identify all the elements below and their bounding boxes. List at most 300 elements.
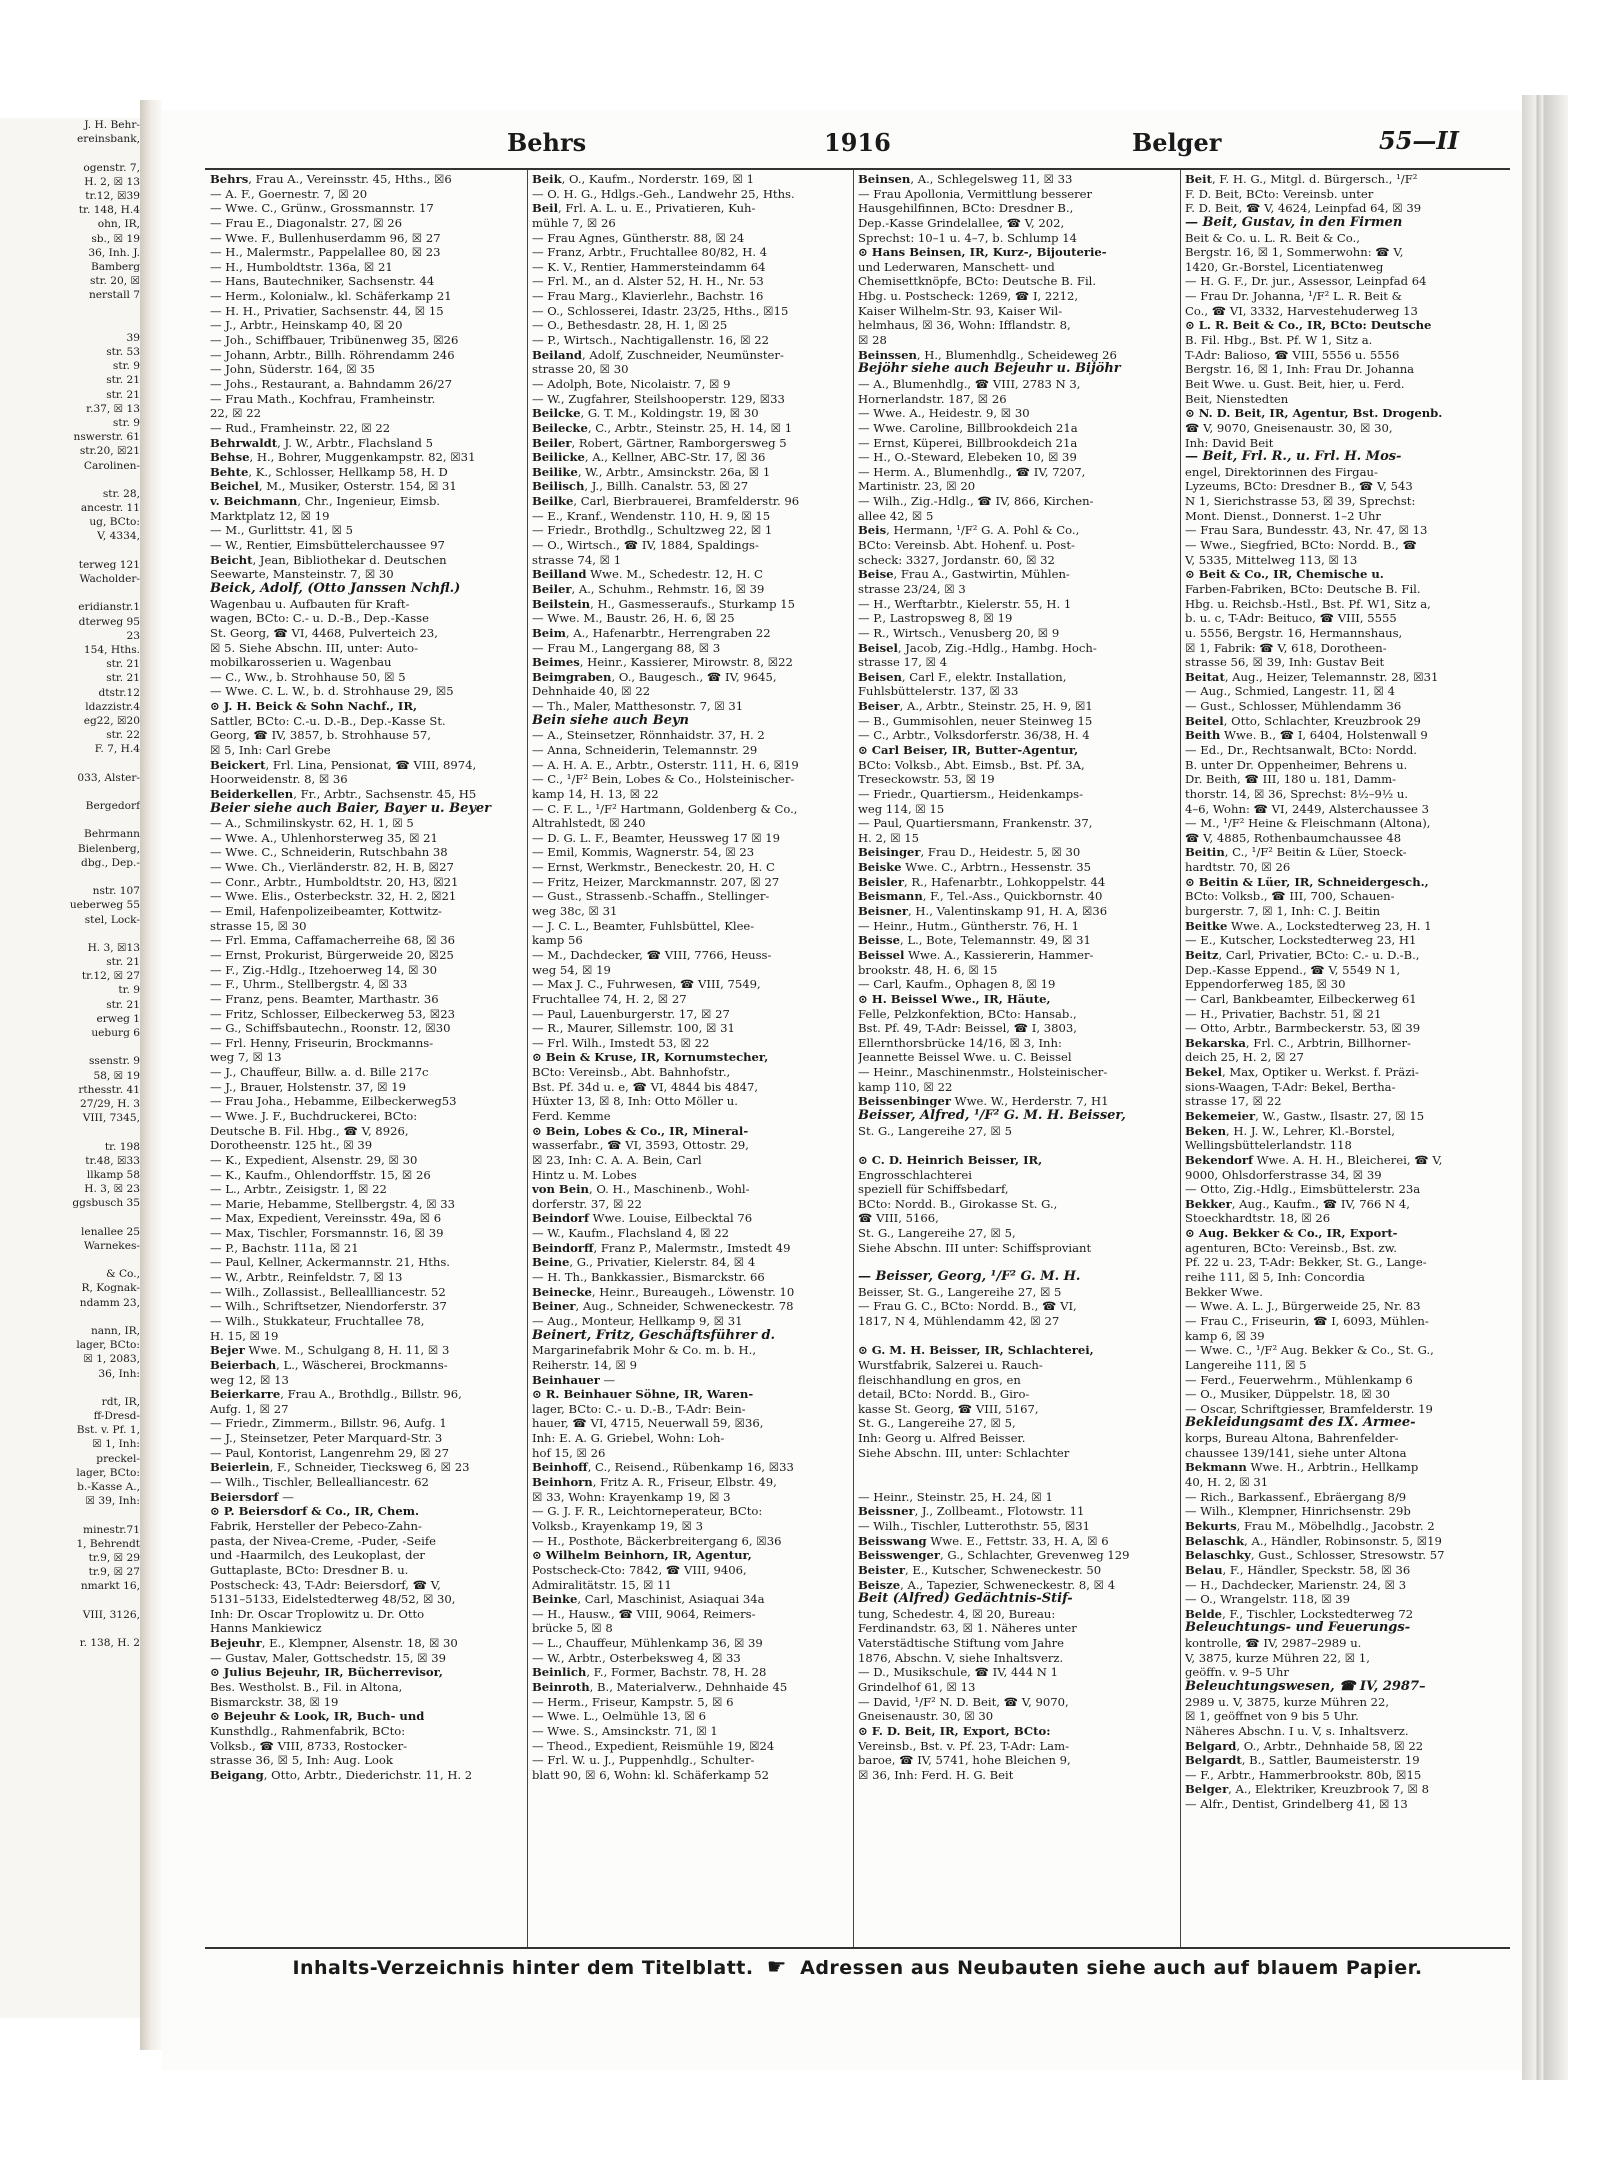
column-divider — [527, 170, 528, 1947]
directory-entry-line: burgerstr. 7, ☒ 1, Inh: C. J. Beitin — [1185, 904, 1381, 919]
facing-page-line: VIII, 3126, — [82, 1608, 140, 1621]
directory-entry-line: kasse St. Georg, ☎ VIII, 5167, — [858, 1401, 1039, 1416]
directory-entry-line: Inh: David Beit — [1185, 435, 1274, 450]
directory-entry-line: mobilkarosserien u. Wagenbau — [210, 655, 392, 670]
directory-entry-line: — F., Zig.-Hdlg., Itzehoerweg 14, ☒ 30 — [210, 962, 437, 977]
directory-entry-line: Vereinsb., Bst. v. Pf. 23, T-Adr: Lam- — [858, 1738, 1069, 1753]
directory-entry-line: F. D. Beit, BCto: Vereinsb. unter — [1185, 186, 1374, 201]
directory-entry-line: 5131–5133, Eidelstedterweg 48/52, ☒ 30, — [210, 1592, 456, 1607]
directory-entry-line: Beisinger, Frau D., Heidestr. 5, ☒ 30 — [858, 845, 1081, 860]
directory-entry-line: — Wwe. A., Uhlenhorsterweg 35, ☒ 21 — [210, 830, 438, 845]
facing-page-line — [0, 1594, 140, 1608]
facing-page-line: nstr. 107 — [92, 885, 140, 898]
directory-entry-line: — C., ¹/F² Bein, Lobes & Co., Holsteinischer- — [532, 772, 795, 787]
directory-entry-line: — Oscar, Schriftgiesser, Bramfelderstr. 19 — [1185, 1401, 1433, 1416]
directory-entry-line: — Beit, Gustav, in den Firmen — [1185, 215, 1403, 230]
directory-entry-line: — Paul, Kellner, Ackermannstr. 21, Hths. — [210, 1255, 450, 1270]
directory-entry-line: Ferd. Kemme — [532, 1109, 611, 1123]
directory-entry-line: Beinroth, B., Materialverw., Dehnhaide 45 — [532, 1679, 788, 1694]
directory-entry-line: ⊙ Aug. Bekker & Co., IR, Export- — [1185, 1226, 1398, 1241]
directory-entry-line: weg 12, ☒ 13 — [210, 1372, 289, 1387]
directory-entry-line: St. G., Langereihe 27, ☒ 5 — [858, 1123, 1012, 1138]
directory-entry-line: Guttaplaste, BCto: Dresdner B. u. — [210, 1562, 409, 1577]
facing-page-line — [0, 1210, 140, 1224]
facing-page-line: ohn, IR, — [97, 218, 140, 231]
directory-entry-line: blatt 90, ☒ 6, Wohn: kl. Schäferkamp 52 — [532, 1767, 770, 1782]
directory-entry-line: — Carl, Bankbeamter, Eilbeckerweg 61 — [1185, 991, 1417, 1006]
directory-entry-line: H. 2, ☒ 15 — [858, 830, 920, 845]
directory-entry-line: ☒ 36, Inh: Ferd. H. G. Beit — [858, 1767, 1014, 1782]
directory-entry-line: — Wilh., Tischler, Lutterothstr. 55, ☒31 — [858, 1518, 1090, 1533]
facing-page-line: ereinsbank, — [77, 133, 140, 146]
directory-entry-line: Belaschk, A., Händler, Robinsonstr. 5, ☒19 — [1185, 1533, 1442, 1548]
directory-entry-line: ⊙ P. Beiersdorf & Co., IR, Chem. — [210, 1504, 420, 1519]
facing-page-line: nann, IR, — [90, 1324, 140, 1337]
directory-entry-line: Beindorf Wwe. Louise, Eilbecktal 76 — [532, 1211, 753, 1226]
directory-entry-line: Beismann, F., Tel.-Ass., Quickbornstr. 40 — [858, 889, 1103, 904]
directory-entry-line: — Aug., Schmied, Langestr. 11, ☒ 4 — [1185, 684, 1396, 699]
directory-entry-line: — Herm., Friseur, Kampstr. 5, ☒ 6 — [532, 1694, 734, 1709]
directory-entry-line: — O., Wirtsch., ☎ IV, 1884, Spaldings- — [532, 538, 759, 553]
directory-entry-line: Hintz u. M. Lobes — [532, 1167, 637, 1182]
directory-entry-line: Beindorff, Franz P., Malermstr., Imstedt 49 — [532, 1240, 791, 1255]
facing-page-line: ug, BCto: — [89, 516, 140, 529]
facing-page-line: str.20, ☒21 — [79, 445, 140, 458]
directory-entry-line: Felle, Pelzkonfektion, BCto: Hansab., — [858, 1006, 1077, 1021]
directory-entry-line: hauer, ☎ VI, 4715, Neuerwall 59, ☒36, — [532, 1416, 764, 1431]
directory-entry-line: — Gustav, Maler, Gottschedstr. 15, ☒ 39 — [210, 1650, 447, 1665]
facing-page-line — [0, 146, 140, 160]
facing-page-line: llkamp 58 — [86, 1168, 140, 1181]
directory-entry-line: ⊙ Beitin & Lüer, IR, Schneidergesch., — [1185, 874, 1429, 889]
directory-entry-line: Bein siehe auch Beyn — [532, 713, 689, 728]
directory-entry-line: chaussee 139/141, siehe unter Altona — [1185, 1445, 1407, 1460]
directory-entry-line: Bekarska, Frl. C., Arbtrin, Billhorner- — [1185, 1035, 1411, 1050]
directory-entry-line: Beinert, Fritz, Geschäftsführer d. — [532, 1328, 776, 1343]
directory-entry-line: ☒ 1, Fabrik: ☎ V, 618, Dorotheen- — [1185, 640, 1387, 655]
facing-page-line: sb., ☒ 19 — [91, 232, 140, 245]
directory-entry-line: — Franz, Arbtr., Fruchtallee 80/82, H. 4 — [532, 245, 768, 260]
facing-page-line: str. 21 — [106, 672, 140, 685]
directory-entry-line: Beinsen, A., Schlegelsweg 11, ☒ 33 — [858, 172, 1073, 186]
directory-entry-line: — J., Chauffeur, Billw. a. d. Bille 217c — [210, 1065, 429, 1080]
directory-entry-line: Beiler, A., Schuhm., Rehmstr. 16, ☒ 39 — [532, 581, 765, 596]
directory-entry-line: Postscheck: 43, T-Adr: Beiersdorf, ☎ V, — [210, 1577, 441, 1592]
directory-entry-line: Seewarte, Mansteinstr. 7, ☒ 30 — [210, 567, 394, 582]
directory-entry-line: Beilcke, G. T. M., Koldingstr. 19, ☒ 30 — [532, 406, 759, 421]
facing-page-line — [0, 1253, 140, 1267]
directory-entry-line: — Frau Agnes, Güntherstr. 88, ☒ 24 — [532, 230, 745, 245]
directory-entry-line: — J., Steinsetzer, Peter Marquard-Str. 3 — [210, 1431, 443, 1446]
directory-entry-line: Wellingsbüttelerlandstr. 118 — [1185, 1138, 1352, 1153]
directory-entry-line: Bekendorf Wwe. A. H. H., Bleicherei, ☎ V, — [1185, 1152, 1443, 1167]
directory-entry-line: — O., Bethesdastr. 28, H. 1, ☒ 25 — [532, 318, 728, 333]
facing-page-line — [0, 870, 140, 884]
directory-entry-line: — Wwe., Siegfried, BCto: Nordd. B., ☎ — [1185, 538, 1417, 553]
facing-page-line: F. 7, H.4 — [94, 743, 140, 756]
directory-entry-line: Beiland, Adolf, Zuschneider, Neumünster- — [532, 347, 784, 362]
directory-entry-line: Beissenbinger Wwe. W., Herderstr. 7, H1 — [858, 1094, 1109, 1109]
facing-page-line: str. 22 — [106, 729, 140, 742]
directory-entry-line: B. unter Dr. Oppenheimer, Behrens u. — [1185, 757, 1408, 772]
directory-entry-line: Beiner, Aug., Schneider, Schweneckestr. 78 — [532, 1299, 794, 1314]
facing-page-line — [0, 1622, 140, 1636]
directory-entry-line: — L., Arbtr., Zeisigstr. 1, ☒ 22 — [210, 1182, 387, 1197]
facing-page-line: rthesstr. 41 — [78, 1083, 140, 1096]
directory-entry-line: — Heinr., Maschinenmstr., Holsteinischer- — [858, 1065, 1108, 1080]
directory-entry-line: — O., Schlosserei, Idastr. 23/25, Hths., ☒15 — [532, 303, 789, 318]
facing-page-line: eg22, ☒20 — [83, 714, 140, 727]
directory-entry-line: — Ed., Dr., Rechtsanwalt, BCto: Nordd. — [1185, 742, 1417, 757]
directory-entry-line: — W., Arbtr., Reinfeldstr. 7, ☒ 13 — [210, 1270, 403, 1285]
directory-entry-line: 1876, Abschn. V, siehe Inhaltsverz. — [858, 1650, 1064, 1665]
directory-entry-line: Beilecke, C., Arbtr., Steinstr. 25, H. 14, ☒ 1 — [532, 420, 793, 435]
facing-page-line: Wacholder- — [79, 573, 140, 585]
directory-entry-line: ⊙ H. Beissel Wwe., IR, Häute, — [858, 991, 1051, 1006]
directory-entry-line: — Gust., Strassenb.-Schaffn., Stellinger- — [532, 889, 770, 904]
directory-entry-line: kamp 56 — [532, 933, 583, 948]
directory-entry-line: Martinistr. 23, ☒ 20 — [858, 479, 976, 494]
facing-page-line: ancestr. 11 — [80, 502, 140, 515]
directory-entry-line: — H., Privatier, Bachstr. 51, ☒ 21 — [1185, 1006, 1382, 1021]
directory-entry-line: — Hans, Bautechniker, Sachsenstr. 44 — [210, 274, 435, 289]
bottom-rule — [205, 1947, 1510, 1949]
facing-page-line — [0, 1381, 140, 1395]
directory-entry-line: Beiersdorf — — [210, 1489, 294, 1504]
facing-page-text — [0, 118, 140, 1650]
directory-entry-line: Beitat, Aug., Heizer, Telemannstr. 28, ☒31 — [1185, 669, 1439, 684]
facing-page-line: str. 28, — [102, 487, 140, 500]
facing-page-line: ssenstr. 9 — [88, 1055, 140, 1068]
directory-entry-line: hardtstr. 70, ☒ 26 — [1185, 860, 1291, 875]
directory-entry-line: Langereihe 111, ☒ 5 — [1185, 1357, 1307, 1372]
top-rule — [205, 168, 1510, 170]
directory-entry-line: Inh: Dr. Oscar Troplowitz u. Dr. Otto — [210, 1606, 425, 1621]
directory-entry-line: Bekurts, Frau M., Möbelhdlg., Jacobstr. 2 — [1185, 1518, 1435, 1533]
directory-entry-line: Beichel, M., Musiker, Osterstr. 154, ☒ 31 — [210, 479, 457, 494]
directory-entry-line: Volksb., Krayenkamp 19, ☒ 3 — [532, 1518, 704, 1533]
facing-page-line: str. 21 — [106, 998, 140, 1011]
directory-entry-line: kontrolle, ☎ IV, 2987–2989 u. — [1185, 1636, 1362, 1651]
directory-entry-line: — Paul, Kontorist, Langenrehm 29, ☒ 27 — [210, 1445, 450, 1460]
directory-entry-line: Beisswang Wwe. E., Fettstr. 33, H. A, ☒ 6 — [858, 1533, 1109, 1548]
directory-entry-line: Sattler, BCto: C.-u. D.-B., Dep.-Kasse St. — [210, 713, 446, 728]
facing-page-line: stel, Lock- — [84, 913, 140, 926]
directory-entry-line: — Herm. A., Blumenhdlg., ☎ IV, 7207, — [858, 464, 1086, 479]
directory-entry-line: Stoeckhardtstr. 18, ☒ 26 — [1185, 1211, 1331, 1226]
directory-entry-line: Wagenbau u. Aufbauten für Kraft- — [210, 596, 410, 611]
directory-entry-line: — A., Steinsetzer, Rönnhaidstr. 37, H. 2 — [532, 728, 765, 743]
facing-page-line: str. 20, ☒ — [89, 275, 140, 288]
directory-entry-line: — Frau E., Diagonalstr. 27, ☒ 26 — [210, 215, 403, 230]
directory-entry-line: Behrs, Frau A., Vereinsstr. 45, Hths., ☒6 — [210, 172, 452, 186]
facing-page-line: ☒ 39, Inh: — [85, 1495, 140, 1508]
directory-entry-line: — Wwe. C., Schneiderin, Rutschbahn 38 — [210, 845, 448, 860]
facing-page-line: 23 — [126, 629, 140, 642]
facing-page-line: ☒ 1, Inh: — [92, 1438, 140, 1451]
directory-entry-line: allee 42, ☒ 5 — [858, 508, 934, 523]
directory-entry-line: Bismarckstr. 38, ☒ 19 — [210, 1694, 339, 1709]
directory-entry-line: BCto: Volksb., ☎ III, 700, Schauen- — [1185, 889, 1395, 904]
directory-entry-line: — Frau Apollonia, Vermittlung besserer — [858, 186, 1093, 201]
directory-entry-line: Lyzeums, BCto: Dresdner B., ☎ V, 543 — [1185, 479, 1413, 494]
directory-entry-line: Engrosschlachterei — [858, 1167, 972, 1182]
facing-page-line — [0, 785, 140, 799]
directory-entry-line: Wurstfabrik, Salzerei u. Rauch- — [858, 1357, 1043, 1372]
directory-entry-line — [858, 1329, 1177, 1344]
directory-entry-line: Beise, Frau A., Gastwirtin, Mühlen- — [858, 567, 1070, 582]
directory-entry-line: Grindelhof 61, ☒ 13 — [858, 1679, 976, 1694]
facing-page-line: Warnekes- — [83, 1239, 140, 1252]
directory-entry-line: Admiralitätstr. 15, ☒ 11 — [532, 1577, 672, 1592]
directory-entry-line: Bekleidungsamt des IX. Armee- — [1185, 1416, 1416, 1431]
directory-entry-line: ☒ 23, Inh: C. A. A. Bein, Carl — [532, 1152, 702, 1167]
directory-entry-line: — A., Schmilinskystr. 62, H. 1, ☒ 5 — [210, 816, 414, 831]
directory-entry-line: ⊙ J. H. Beick & Sohn Nachf., IR, — [210, 699, 418, 714]
directory-entry-line: Beisner, H., Valentinskamp 91, H. A, ☒36 — [858, 904, 1108, 919]
directory-entry-line: brücke 5, ☒ 8 — [532, 1621, 613, 1636]
directory-entry-line: Beik, O., Kaufm., Norderstr. 169, ☒ 1 — [532, 172, 754, 186]
directory-entry-line: geöffn. v. 9–5 Uhr — [1185, 1665, 1289, 1680]
directory-entry-line: thorstr. 14, ☒ 36, Sprechst: 8½–9½ u. — [1185, 786, 1409, 801]
directory-entry-line: — Alfr., Dentist, Grindelberg 41, ☒ 13 — [1185, 1797, 1408, 1812]
directory-entry-line: — Ferd., Feuerwehrm., Mühlenkamp 6 — [1185, 1372, 1413, 1387]
directory-entry-line: Beiler, Robert, Gärtner, Ramborgersweg 5 — [532, 435, 787, 450]
directory-entry-line: von Bein, O. H., Maschinenb., Wohl- — [532, 1182, 750, 1197]
directory-entry-line: — Th., Maler, Matthesonstr. 7, ☒ 31 — [532, 699, 744, 714]
directory-entry-line: lager, BCto: C.- u. D.-B., T-Adr: Bein- — [532, 1401, 746, 1416]
directory-entry-line: — Max, Tischler, Forsmannstr. 16, ☒ 39 — [210, 1226, 444, 1241]
facing-page-line — [0, 317, 140, 331]
directory-entry-line: Beil, Frl. A. L. u. E., Privatieren, Kuh- — [532, 201, 756, 216]
facing-page-line: & Co., — [106, 1268, 140, 1281]
facing-page-line: 154, Hths. — [83, 643, 140, 656]
directory-entry-line: Georg, ☎ IV, 3857, b. Strohhause 57, — [210, 728, 431, 743]
directory-entry-line: Beimgraben, O., Baugesch., ☎ IV, 9645, — [532, 669, 777, 684]
directory-entry-line: ⊙ Julius Bejeuhr, IR, Bücherrevisor, — [210, 1665, 443, 1680]
directory-entry-line: Altrahlstedt, ☒ 240 — [532, 816, 646, 831]
facing-page-line: str. 9 — [112, 360, 140, 373]
directory-entry-line: Dep.-Kasse Eppend., ☎ V, 5549 N 1, — [1185, 962, 1401, 977]
directory-entry-line: — Marie, Hebamme, Stellbergstr. 4, ☒ 33 — [210, 1196, 456, 1211]
facing-page-line: Bielenberg, — [77, 842, 140, 855]
facing-page-line: b.-Kasse A., — [77, 1481, 140, 1493]
page-number: 55—II — [1379, 126, 1459, 155]
facing-page-line: 58, ☒ 19 — [93, 1069, 140, 1082]
facing-page-line: Bst. v. Pf. 1, — [76, 1424, 140, 1437]
directory-entry-line: Beigang, Otto, Arbtr., Diederichstr. 11, H. 2 — [210, 1767, 473, 1782]
directory-entry-line: und Lederwaren, Manschett- und — [858, 259, 1055, 274]
facing-page-line: VIII, 7345, — [82, 1112, 140, 1125]
directory-entry-line: Beister, E., Kutscher, Schweneckestr. 50 — [858, 1562, 1102, 1577]
directory-entry-line: 1817, N 4, Mühlendamm 42, ☒ 27 — [858, 1313, 1060, 1328]
directory-entry-line: Beilicke, A., Kellner, ABC-Str. 17, ☒ 36 — [532, 450, 766, 465]
directory-entry-line: — R., Wirtsch., Venusberg 20, ☒ 9 — [858, 625, 1060, 640]
directory-entry-line: 1420, Gr.-Borstel, Licentiatenweg — [1185, 259, 1384, 274]
directory-entry-line: Beit, Nienstedten — [1185, 391, 1289, 406]
directory-entry-line: — Joh., Schiffbauer, Tribünenweg 35, ☒26 — [210, 333, 459, 348]
directory-entry-line: Inh: E. A. G. Griebel, Wohn: Loh- — [532, 1431, 725, 1446]
facing-page-line: r.37, ☒ 13 — [86, 402, 140, 415]
directory-entry-line: Beierlein, F., Schneider, Tiecksweg 6, ☒ 23 — [210, 1460, 470, 1475]
directory-entry-line: — Paul, Quartiersmann, Frankenstr. 37, — [858, 816, 1093, 831]
directory-entry-line: kamp 6, ☒ 39 — [1185, 1328, 1265, 1343]
directory-entry-line: — K., Kaufm., Ohlendorffstr. 15, ☒ 26 — [210, 1167, 431, 1182]
directory-entry-line: 40, H. 2, ☒ 31 — [1185, 1475, 1269, 1490]
directory-entry-line — [858, 1255, 1177, 1270]
facing-page-line: ndamm 23, — [79, 1296, 140, 1309]
directory-entry-line: ⊙ Bein & Kruse, IR, Kornumstecher, — [532, 1050, 769, 1065]
directory-entry-line: — Wilh., Klempner, Hinrichsenstr. 29b — [1185, 1504, 1411, 1519]
directory-entry-line: — H., O.-Steward, Elebeken 10, ☒ 39 — [858, 450, 1077, 465]
directory-entry-line: Beleuchtungs- und Feuerungs- — [1185, 1621, 1411, 1636]
directory-entry-line: — Anna, Schneiderin, Telemannstr. 29 — [532, 742, 758, 757]
directory-entry-line: ⊙ Bejeuhr & Look, IR, Buch- und — [210, 1709, 425, 1724]
directory-entry-line: — P., Wirtsch., Nachtigallenstr. 16, ☒ 22 — [532, 333, 770, 348]
directory-entry-line: — K., Expedient, Alsenstr. 29, ☒ 30 — [210, 1152, 418, 1167]
directory-entry-line: — Wwe. J. F., Buchdruckerei, BCto: — [210, 1109, 418, 1123]
directory-entry-line: ☒ 33, Wohn: Krayenkamp 19, ☒ 3 — [532, 1489, 731, 1504]
directory-entry-line: Beken, H. J. W., Lehrer, Kl.-Borstel, — [1185, 1123, 1395, 1138]
book-gutter — [140, 100, 162, 2050]
directory-entry-line: V, 5335, Mittelweg 113, ☒ 13 — [1185, 552, 1358, 567]
directory-entry-line: b. u. c, T-Adr: Beituco, ☎ VIII, 5555 — [1185, 611, 1397, 626]
directory-column-4 — [1185, 172, 1507, 1944]
facing-page-line: Bamberg — [90, 260, 140, 273]
directory-entry-line: ⊙ Beit & Co., IR, Chemische u. — [1185, 567, 1384, 582]
directory-entry-line: — Wwe. F., Bullenhuserdamm 96, ☒ 27 — [210, 230, 441, 245]
directory-entry-line: kamp 110, ☒ 22 — [858, 1079, 953, 1094]
directory-entry-line: — B., Gummisohlen, neuer Steinweg 15 — [858, 713, 1093, 728]
directory-entry-line: Beilisch, J., Billh. Canalstr. 53, ☒ 27 — [532, 479, 749, 494]
directory-entry-line: Beilke, Carl, Bierbrauerei, Bramfelderstr. 96 — [532, 494, 800, 509]
directory-entry-line: Dorotheenstr. 125 ht., ☒ 39 — [210, 1138, 373, 1153]
directory-entry-line: Fabrik, Hersteller der Pebeco-Zahn- — [210, 1518, 422, 1533]
directory-entry-line: Beleuchtungswesen, ☎ IV, 2987– — [1185, 1679, 1426, 1694]
directory-entry-line: ⊙ Bein, Lobes & Co., IR, Mineral- — [532, 1123, 749, 1138]
directory-entry-line: weg 54, ☒ 19 — [532, 962, 611, 977]
directory-entry-line: — Heinr., Hutm., Güntherstr. 76, H. 1 — [858, 918, 1079, 933]
directory-entry-line: — Wilh., Tischler, Bellealliancestr. 62 — [210, 1475, 429, 1490]
directory-entry-line: Co., ☎ VI, 3332, Harvestehuderweg 13 — [1185, 303, 1418, 318]
facing-page-line: preckel- — [96, 1452, 140, 1465]
directory-entry-line: Bejer Wwe. M., Schulgang 8, H. 11, ☒ 3 — [210, 1343, 450, 1358]
footer-index-note: Inhalts-Verzeichnis hinter dem Titelblatt. — [292, 1957, 754, 1979]
directory-entry-line: ⊙ G. M. H. Beisser, IR, Schlachterei, — [858, 1343, 1094, 1358]
directory-entry-line: Beisel, Jacob, Zig.-Hdlg., Hambg. Hoch- — [858, 640, 1097, 655]
facing-page-line — [0, 544, 140, 558]
directory-entry-line: — Frau C., Friseurin, ☎ I, 6093, Mühlen- — [1185, 1313, 1429, 1328]
directory-entry-line: strasse 17, ☒ 22 — [1185, 1094, 1282, 1109]
facing-page-line: tr.9, ☒ 27 — [88, 1566, 140, 1579]
facing-page-line: str. 53 — [106, 346, 140, 358]
directory-entry-line: Beis, Hermann, ¹/F² G. A. Pohl & Co., — [858, 523, 1080, 538]
facing-page-line: tr. 198 — [104, 1140, 140, 1153]
directory-entry-line: — H. H., Privatier, Sachsenstr. 44, ☒ 15 — [210, 303, 444, 318]
directory-entry-line: Ferdinandstr. 63, ☒ 1. Näheres unter — [858, 1621, 1077, 1636]
directory-entry-line: — Wwe. Ch., Vierländerstr. 82, H. B, ☒27 — [210, 860, 454, 875]
directory-entry-line: u. 5556, Bergstr. 16, Hermannshaus, — [1185, 625, 1403, 640]
directory-entry-line: — Franz, pens. Beamter, Marthastr. 36 — [210, 991, 439, 1006]
directory-entry-line: Dep.-Kasse Grindelallee, ☎ V, 202, — [858, 215, 1065, 230]
directory-entry-line: Beilike, W., Arbtr., Amsinckstr. 26a, ☒ 1 — [532, 464, 771, 479]
directory-entry-line: strasse 20, ☒ 30 — [532, 362, 629, 377]
directory-entry-line: BCto: Nordd. B., Girokasse St. G., — [858, 1196, 1058, 1211]
directory-entry-line: Beisser, Alfred, ¹/F² G. M. H. Beisser, — [858, 1109, 1126, 1123]
directory-entry-line: kamp 14, H. 13, ☒ 22 — [532, 786, 659, 801]
directory-entry-line: weg 7, ☒ 13 — [210, 1050, 282, 1065]
facing-page-line: ogenstr. 7, — [83, 161, 140, 174]
directory-entry-line: — Frl. M., an d. Alster 52, H. H., Nr. 53 — [532, 274, 764, 289]
directory-entry-line: Sprechst: 10–1 u. 4–7, b. Schlump 14 — [858, 230, 1078, 245]
facing-page-line: 27/29, H. 3 — [80, 1097, 140, 1110]
directory-entry-line: — Ernst, Werkmstr., Beneckestr. 20, H. C — [532, 860, 775, 875]
directory-entry-line: Belde, F., Tischler, Lockstedterweg 72 — [1185, 1606, 1414, 1621]
directory-entry-line: — K. V., Rentier, Hammersteindamm 64 — [532, 259, 766, 274]
directory-entry-line: Inh: Georg u. Alfred Beisser. — [858, 1431, 1026, 1446]
directory-entry-line: — C., Ww., b. Strohhause 50, ☒ 5 — [210, 669, 406, 684]
facing-page-line: nerstall 7 — [88, 289, 140, 302]
directory-entry-line: Beinecke, Heinr., Bureaugeh., Löwenstr. 10 — [532, 1284, 795, 1299]
directory-entry-line: ☒ 5, Inh: Carl Grebe — [210, 742, 331, 757]
directory-entry-line: ⊙ N. D. Beit, IR, Agentur, Bst. Drogenb. — [1185, 406, 1443, 421]
facing-page-line: tr. 148, H.4 — [78, 204, 140, 217]
directory-entry-line: Vaterstädtische Stiftung vom Jahre — [858, 1636, 1064, 1651]
directory-entry-line: Beicht, Jean, Bibliothekar d. Deutschen — [210, 552, 447, 567]
directory-entry-line: Bekmann Wwe. H., Arbtrin., Hellkamp — [1185, 1460, 1419, 1475]
directory-entry-line: H. 15, ☒ 19 — [210, 1328, 279, 1343]
directory-entry-line: Farben-Fabriken, BCto: Deutsche B. Fil. — [1185, 581, 1421, 596]
directory-entry-line: — Carl, Kaufm., Ophagen 8, ☒ 19 — [858, 977, 1056, 992]
directory-entry-line: Beinhoff, C., Reisend., Rübenkamp 16, ☒33 — [532, 1460, 794, 1475]
facing-page-line: dtstr.12 — [98, 686, 140, 699]
directory-entry-line: 22, ☒ 22 — [210, 406, 261, 421]
directory-entry-line: — H. G. F., Dr. jur., Assessor, Leinpfad 64 — [1185, 274, 1427, 289]
directory-entry-line: helmhaus, ☒ 36, Wohn: Ifflandstr. 8, — [858, 318, 1071, 333]
directory-entry-line: — O. H. G., Hdlgs.-Geh., Landwehr 25, Hths. — [532, 186, 795, 201]
directory-entry-line: — Conr., Arbtr., Humboldtstr. 20, H3, ☒21 — [210, 874, 459, 889]
facing-page-line: ldazzistr.4 — [85, 700, 140, 713]
facing-page-line: str. 9 — [112, 416, 140, 429]
directory-entry-line: Belger, A., Elektriker, Kreuzbrook 7, ☒ 8 — [1185, 1782, 1429, 1797]
directory-entry-line: Behrwaldt, J. W., Arbtr., Flachsland 5 — [210, 435, 433, 450]
directory-entry-line: — O., Musiker, Düppelstr. 18, ☒ 30 — [1185, 1387, 1391, 1402]
directory-entry-line: Belaschky, Gust., Schlosser, Stresowstr. 57 — [1185, 1548, 1445, 1563]
directory-entry-line: Beit Wwe. u. Gust. Beit, hier, u. Ferd. — [1185, 376, 1405, 391]
directory-entry-line: — Frau Dr. Johanna, ¹/F² L. R. Beit & — [1185, 289, 1402, 304]
directory-entry-line: — H., Humboldtstr. 136a, ☒ 21 — [210, 259, 393, 274]
directory-entry-line: Siehe Abschn. III unter: Schiffsproviant — [858, 1240, 1092, 1255]
facing-page-line: ggsbusch 35 — [72, 1197, 140, 1210]
directory-entry-line: Treseckowstr. 53, ☒ 19 — [858, 772, 995, 787]
directory-entry-line: — Ernst, Prokurist, Bürgerweide 20, ☒25 — [210, 947, 454, 962]
directory-entry-line: scheck: 3327, Jordanstr. 60, ☒ 32 — [858, 552, 1055, 567]
directory-entry-line: — W., Kaufm., Flachsland 4, ☒ 22 — [532, 1226, 729, 1241]
facing-page-line: rdt, IR, — [101, 1395, 140, 1408]
facing-page-line: 1, Behrendt — [76, 1537, 140, 1550]
directory-entry-line: speziell für Schiffsbedarf, — [858, 1182, 1009, 1197]
directory-entry-line: brookstr. 48, H. 6, ☒ 15 — [858, 962, 998, 977]
directory-entry-line: ⊙ Carl Beiser, IR, Butter-Agentur, — [858, 742, 1079, 757]
directory-entry-line: baroe, ☎ IV, 5741, hohe Bleichen 9, — [858, 1753, 1071, 1768]
directory-entry-line: — A., Blumenhdlg., ☎ VIII, 2783 N 3, — [858, 376, 1081, 391]
directory-entry-line: Eppendorferweg 185, ☒ 30 — [1185, 977, 1346, 992]
directory-entry-line: F. D. Beit, ☎ V, 4624, Leinpfad 64, ☒ 39 — [1185, 201, 1422, 216]
directory-entry-line: Beim, A., Hafenarbtr., Herrengraben 22 — [532, 625, 771, 640]
directory-entry-line: BCto: Vereinsb., Abt. Bahnhofstr., — [532, 1065, 731, 1080]
facing-page-line: terweg 121 — [78, 558, 140, 571]
directory-entry-line: — Friedr., Zimmerm., Billstr. 96, Aufg. 1 — [210, 1416, 447, 1431]
